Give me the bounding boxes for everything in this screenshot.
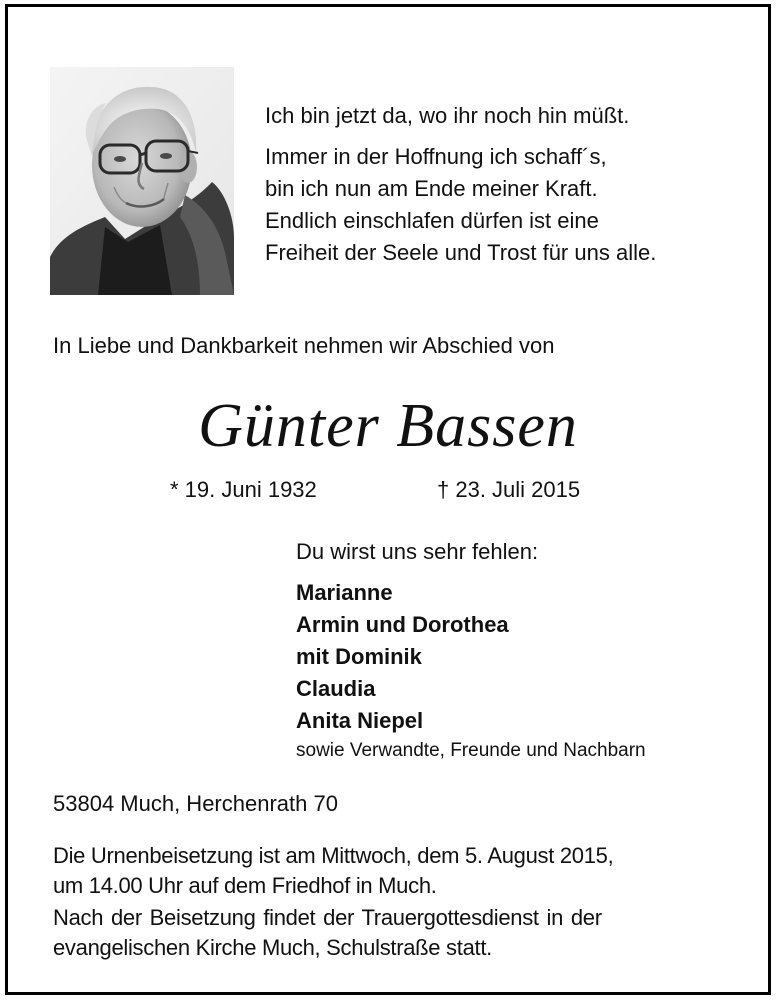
poem-line: bin ich nun am Ende meiner Kraft.	[265, 176, 598, 201]
portrait-photo	[50, 67, 234, 295]
death-date: † 23. Juli 2015	[437, 477, 581, 502]
deceased-name: Günter Bassen	[198, 392, 578, 460]
mourner-name: Anita Niepel	[296, 708, 424, 733]
mourner-name: Armin und Dorothea	[296, 612, 509, 637]
poem	[265, 100, 755, 269]
mourner-name: mit Dominik	[296, 644, 422, 669]
burial-line: Die Urnenbeisetzung ist am Mittwoch, dem 5. August 2015,	[53, 843, 614, 868]
poem-line: Endlich einschlafen dürfen ist eine	[265, 208, 599, 233]
mourners-others: sowie Verwandte, Freunde und Nachbarn	[296, 740, 646, 761]
service-line: evangelischen Kirche Much, Schulstraße statt.	[53, 935, 492, 960]
mourner-name: Claudia	[296, 676, 376, 701]
service-notice	[53, 903, 733, 963]
poem-line: Immer in der Hoffnung ich schaff´s,	[265, 144, 607, 169]
birth-date: * 19. Juni 1932	[170, 477, 317, 502]
portrait-image	[50, 67, 234, 295]
poem-line: Ich bin jetzt da, wo ihr noch hin müßt.	[265, 103, 630, 128]
burial-line: um 14.00 Uhr auf dem Friedhof in Much.	[53, 873, 437, 898]
mourners-section	[296, 536, 756, 765]
mourners-lead: Du wirst uns sehr fehlen:	[296, 539, 539, 564]
mourner-name: Marianne	[296, 580, 393, 605]
poem-line: Freiheit der Seele und Trost für uns alle.	[265, 240, 657, 265]
burial-notice	[53, 841, 733, 901]
farewell-intro: In Liebe und Dankbarkeit nehmen wir Abschied von	[53, 333, 555, 358]
family-address: 53804 Much, Herchenrath 70	[53, 791, 338, 816]
service-line: Nach der Beisetzung findet der Trauergottesdienst in der	[53, 905, 602, 930]
